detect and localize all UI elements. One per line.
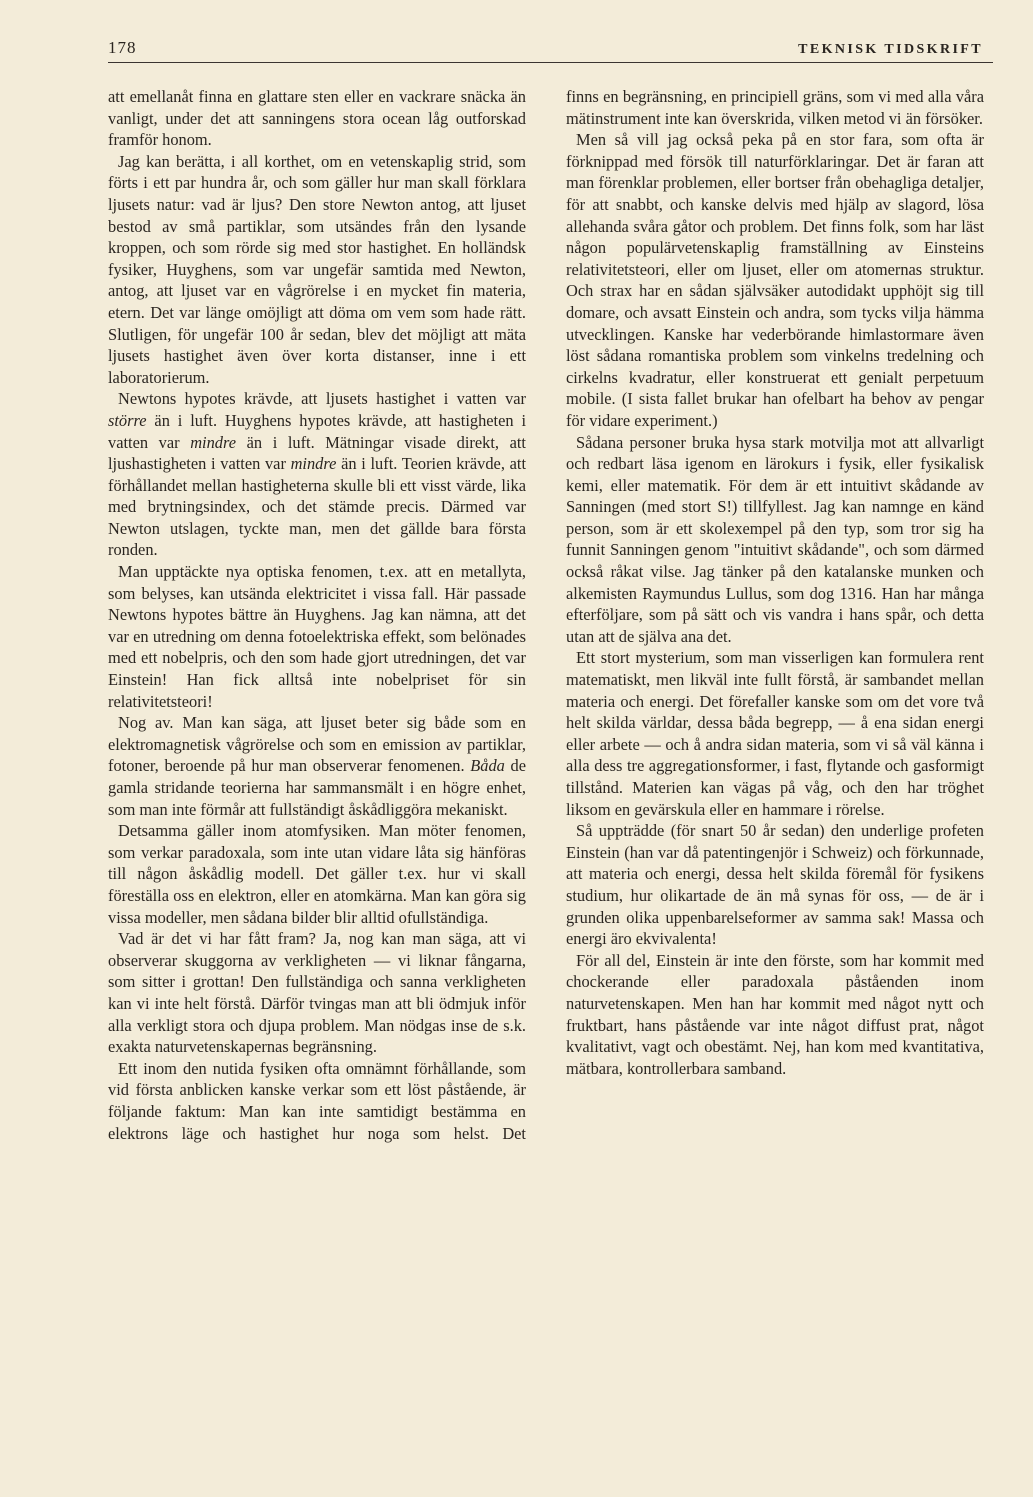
paragraph: Nog av. Man kan säga, att ljuset beter sig både som en elektromagnetisk vågrörelse och som en emission av partiklar, fotoner, beroende på hur man observerar fenomenen. Båda de gamla stridande teorierna har sammansmält i en högre enhet, som man inte förmår att fullständigt åskådliggöra mekaniskt. <box>108 713 526 819</box>
journal-title: TEKNISK TIDSKRIFT <box>798 42 983 57</box>
paragraph: För all del, Einstein är inte den förste, som har kommit med chockerande eller paradoxala påståenden inom naturvetenskapen. Men han har kommit med något nytt och fruktbart, hans påstående var inte något diffust prat, något kvalitativt, vagt och obestämt. Nej, han kom med kvantitativa, mätbara, kontrollerbara samband. <box>566 950 984 1078</box>
right-column <box>566 86 984 1079</box>
page-number: 178 <box>108 38 137 57</box>
paragraph: att emellanåt finna en glattare sten eller en vackrare snäcka än vanligt, under det att sanningens stora ocean låg outforskad framför honom. <box>108 87 526 150</box>
paragraph: Sådana personer bruka hysa stark motvilja mot att allvarligt och redbart läsa igenom en lärokurs i fysik, eller fysikalisk kemi, eller matematik. För dem är ett intuitivt skådande av Sanningen (med stort S!) tillfyllest. Jag kan namnge en känd person, som är ett skolexempel på den typ, som tror sig ha funnit Sanningen genom "intuitivt skådande", och som därmed också råkat vilse. Jag tänker på den katalanske munken och alkemisten Raymundus Lullus, som dog 1316. Han har många efterföljare, som på sätt och vis vandra i hans spår, och detta utan att de själva ana det. <box>566 432 984 646</box>
paragraph: Vad är det vi har fått fram? Ja, nog kan man säga, att vi observerar skuggorna av verkligheten — vi liknar fångarna, som sitter i grottan! Den fullständiga och sanna verkligheten kan vi inte helt förstå. Därför tvingas man att bli ödmjuk inför alla verkligt stora och djupa problem. Man nödgas inse de s.k. exakta naturvetenskapernas begränsning. <box>108 929 526 1057</box>
paragraph: Ett stort mysterium, som man visserligen kan formulera rent matematiskt, men likväl inte fullt förstå, är sambandet mellan materia och energi. Det förefaller kanske som om det vore två helt skilda världar, dessa båda begrepp, — å ena sidan energi eller arbete — och å andra sidan materia, som vi så väl känna i alla dess tre aggregationsformer, i fast, flytande och gasformigt tillstånd. Materien kan vägas på våg, och den har tröghet liksom en gevärskula eller en hammare i rörelse. <box>566 648 984 819</box>
paragraph: finns en begränsning, en principiell gräns, som vi med alla våra mätinstrument inte kan överskrida, vilken metod vi än försöker. <box>566 87 984 128</box>
paragraph: Detsamma gäller inom atomfysiken. Man möter fenomen, som verkar paradoxala, som inte utan vidare låta sig hänföras till någon åskådlig modell. Det gäller t.ex. hur vi skall föreställa oss en elektron, eller en atomkärna. Man kan göra sig vissa modeller, men sådana bilder blir alltid ofullständiga. <box>108 821 526 927</box>
paragraph: Ett inom den nutida fysiken ofta omnämnt förhållande, som vid första anblicken kanske verkar som ett löst påstående, är följande faktum: Man kan inte samtidigt bestämma en elektrons läge och hastighet hur noga som helst. Det <box>108 1058 526 1143</box>
italic-emphasis: mindre <box>290 454 337 474</box>
paragraph: Så uppträdde (för snart 50 år sedan) den underlige profeten Einstein (han var då patentingenjör i Schweiz) och förkunnade, att materia och energi, dessa helt skilda föremål för fysikens studium, hur olikartade de än må synas för oss, — de är i grunden olika uppenbarelseformer av samma sak! Massa och energi äro ekvivalenta! <box>566 821 984 949</box>
header-rule <box>108 62 993 63</box>
left-column <box>108 86 526 1144</box>
paragraph: Man upptäckte nya optiska fenomen, t.ex. att en metallyta, som belyses, kan utsända elektricitet i vissa fall. Här passade Newtons hypotes bättre än Huyghens. Jag kan nämna, att det var en utredning om denna fotoelektriska effekt, som belönades med ett nobelpris, och den som hade gjort utredningen, det var Einstein! Han fick alltså inte nobelpriset för sin relativitetsteori! <box>108 562 526 711</box>
paragraph: Jag kan berätta, i all korthet, om en vetenskaplig strid, som förts i ett par hundra år, och som gäller hur man skall förklara ljusets natur: vad är ljus? Den store Newton antog, att ljuset bestod av små partiklar, som utsändes från den lysande kroppen, och som rörde sig med stor hastighet. En holländsk fysiker, Huyghens, som var ungefär samtida med Newton, antog, att ljuset var en vågrörelse i en mycket fin materia, etern. Det var länge omöjligt att döma om vem som hade rätt. Slutligen, för ungefär 100 år sedan, blev det möjligt att mäta ljusets hastighet även över korta distanser, inne i ett laboratorierum. <box>108 151 526 387</box>
paragraph: Men så vill jag också peka på en stor fara, som ofta är förknippad med försök till naturförklaringar. Det är faran att man förenklar problemen, eller bortser från obehagliga detaljer, för att snabbt, och kanske delvis med hjälp av slagord, lösa allehanda svåra gåtor och problem. Det finns folk, som har läst någon populärvetenskaplig framställning av Einsteins relativitetsteori, eller om ljuset, eller om atomernas struktur. Och strax har en sådan självsäker autodidakt upphöjt sig till domare, och avsatt Einstein och andra, som tycks vilja hämma utvecklingen. Kanske har vederbörande himlastormare även löst sådana romantiska problem som vinkelns tredelning och cirkelns kvadratur, eller konstruerat ett genialt perpetuum mobile. (I sista fallet brukar han ofelbart ha behov av pengar för vidare experiment.) <box>566 130 984 430</box>
page-header <box>108 36 983 58</box>
italic-emphasis: större <box>108 410 147 430</box>
paragraph: Newtons hypotes krävde, att ljusets hastighet i vatten var större än i luft. Huyghens hypotes krävde, att hastigheten i vatten var mindre än i luft. Mätningar visade direkt, att ljushastigheten i vatten var mindre än i luft. Teorien krävde, att förhållandet mellan hastigheterna skulle bli ett visst värde, lika med brytningsindex, och det stämde precis. Därmed var Newton utslagen, tyckte man, men det gällde bara första ronden. <box>108 389 526 560</box>
italic-emphasis: mindre <box>190 432 237 452</box>
italic-emphasis: Båda <box>470 756 505 776</box>
